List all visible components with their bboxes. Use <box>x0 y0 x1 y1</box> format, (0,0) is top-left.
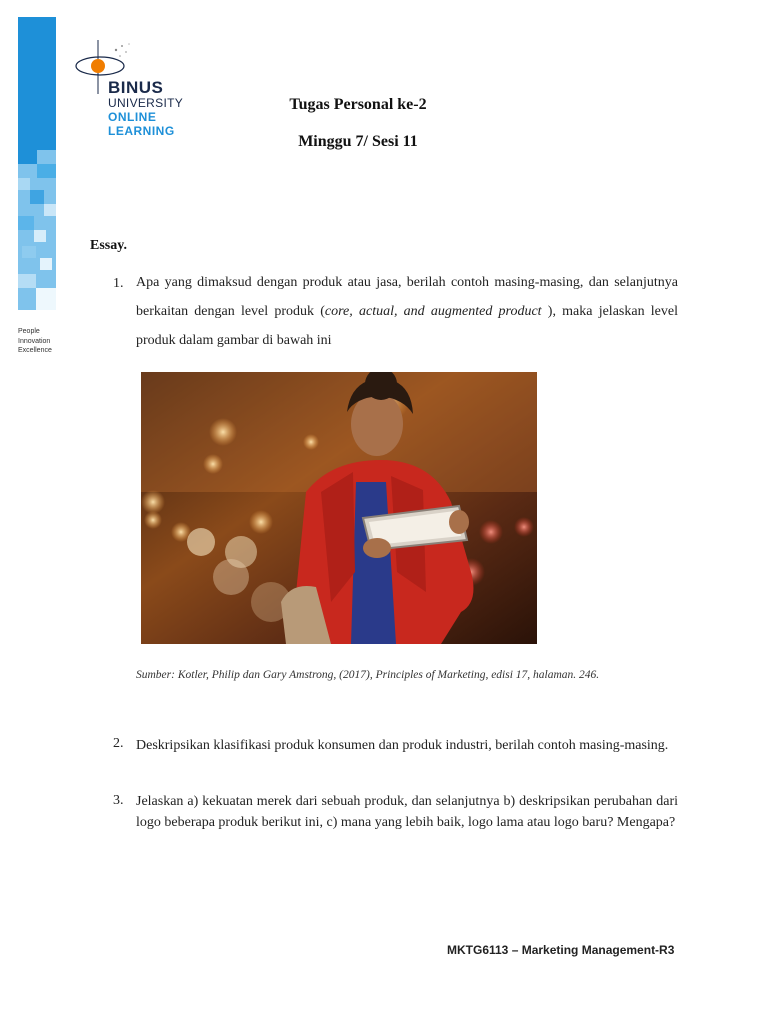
woman-with-tablet-photo <box>141 372 537 644</box>
image-caption: Sumber: Kotler, Philip dan Gary Amstrong, (2017), Principles of Marketing, edisi 17, halaman. 246. <box>136 669 600 681</box>
brand-tagline: People Innovation Excellence <box>18 328 52 354</box>
logo-name: BINUS <box>108 78 164 97</box>
page-title: Tugas Personal ke-2 <box>289 96 427 113</box>
question-3-number: 3. <box>113 793 124 808</box>
question-2-text: Deskripsikan klasifikasi produk konsumen dan produk industri, berilah contoh masing-masing. <box>136 738 669 753</box>
sidebar-mosaic-pattern <box>18 150 56 310</box>
question-1-text: Apa yang dimaksud dengan produk atau jasa, berilah contoh masing-masing, dan selanjutnya berkaitan dengan level produk (core, actual, and augmented product ), maka jelaskan level produk dalam gambar di bawah ini <box>136 275 678 348</box>
logo-university: UNIVERSITY <box>108 96 184 110</box>
question-3-text: Jelaskan a) kekuatan merek dari sebuah produk, dan selanjutnya b) deskripsikan perubahan dari logo beberapa produk berikut ini, c) mana yang lebih baik, logo lama atau logo baru? Mengapa? <box>136 794 678 830</box>
section-label: Essay. <box>90 238 127 253</box>
question-1-number: 1. <box>113 276 124 291</box>
question-2-number: 2. <box>113 736 124 751</box>
logo-online: ONLINE <box>108 110 157 124</box>
page-subtitle: Minggu 7/ Sesi 11 <box>298 133 418 150</box>
logo-learning: LEARNING <box>108 124 175 138</box>
page-footer: MKTG6113 – Marketing Management-R3 <box>447 943 675 957</box>
